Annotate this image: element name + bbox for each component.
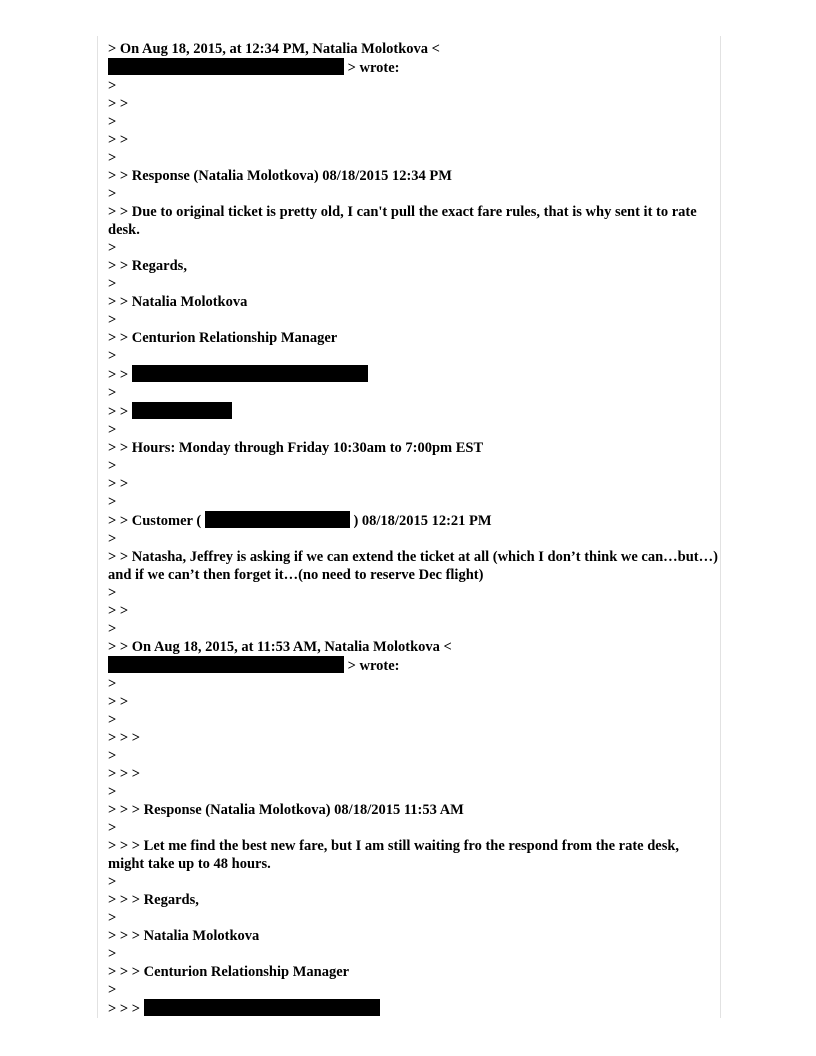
signature-name-1: > > Natalia Molotkova <box>108 294 248 310</box>
quote-line: > > <box>108 694 129 710</box>
redacted-line: > > > <box>108 999 718 1018</box>
redacted-contact <box>132 365 368 382</box>
quote-line: > <box>108 240 117 256</box>
customer-body: > > Natasha, Jeffrey is asking if we can extend the ticket at all (which I don’t think we can…but…) and if we can’t then forget it…(no need to reserve Dec flight) <box>108 549 718 583</box>
quote-line: > > <box>108 96 129 112</box>
quote-header-2: > > On Aug 18, 2015, at 11:53 AM, Natalia Molotkova < <box>108 639 452 655</box>
email-thread <box>108 40 718 1018</box>
quote-line: > > <box>108 603 129 619</box>
quote-line: > <box>108 186 117 202</box>
quote-line: > <box>108 114 117 130</box>
quote-line: > <box>108 531 117 547</box>
quote-line: > <box>108 946 117 962</box>
quote-line: > <box>108 874 117 890</box>
redacted-email <box>108 58 344 75</box>
response-header-2: > > > Response (Natalia Molotkova) 08/18/2015 11:53 AM <box>108 802 464 818</box>
signature-title-1: > > Centurion Relationship Manager <box>108 330 338 346</box>
response-body-2: > > > Let me find the best new fare, but I am still waiting fro the respond from the rate desk, might take up to 48 hours. <box>108 838 680 872</box>
quote-header-1-cont <box>108 58 718 77</box>
quote-line: > <box>108 712 117 728</box>
quote-line: > <box>108 820 117 836</box>
redacted-email <box>108 656 344 673</box>
response-header-1: > > Response (Natalia Molotkova) 08/18/2015 12:34 PM <box>108 168 452 184</box>
quote-line: > <box>108 494 117 510</box>
quote-line: > > <box>108 132 129 148</box>
quote-line: > > > <box>108 730 141 746</box>
quote-line: > <box>108 150 117 166</box>
quote-header-1: > On Aug 18, 2015, at 12:34 PM, Natalia Molotkova < <box>108 41 440 57</box>
response-body-1: > > Due to original ticket is pretty old, I can't pull the exact fare rules, that is why sent it to rate desk. <box>108 204 697 238</box>
quote-line: > <box>108 676 117 692</box>
quote-line: > <box>108 982 117 998</box>
quote-line: > <box>108 910 117 926</box>
quote-line: > > > <box>108 766 141 782</box>
quote-line: > <box>108 621 117 637</box>
quote-line: > > <box>108 476 129 492</box>
redacted-contact <box>144 999 380 1016</box>
quote-line: > <box>108 458 117 474</box>
regards-1: > > Regards, <box>108 258 187 274</box>
signature-name-2: > > > Natalia Molotkova <box>108 928 260 944</box>
quote-line: > <box>108 78 117 94</box>
wrote-text: > wrote: <box>344 60 400 76</box>
redacted-customer <box>205 511 350 528</box>
regards-2: > > > Regards, <box>108 892 199 908</box>
quote-line: > <box>108 784 117 800</box>
quote-line: > <box>108 422 117 438</box>
quote-line: > <box>108 385 117 401</box>
redacted-phone <box>132 402 232 419</box>
quote-line: > <box>108 585 117 601</box>
signature-title-2: > > > Centurion Relationship Manager <box>108 964 350 980</box>
quote-line: > <box>108 312 117 328</box>
hours-line: > > Hours: Monday through Friday 10:30am to 7:00pm EST <box>108 440 484 456</box>
customer-header: > > Customer ( ) 08/18/2015 12:21 PM <box>108 513 492 529</box>
quote-line: > <box>108 748 117 764</box>
quote-line: > <box>108 348 117 364</box>
quote-header-2-cont: > wrote: <box>108 656 718 675</box>
redacted-line: > > <box>108 402 718 421</box>
quote-line: > <box>108 276 117 292</box>
redacted-line: > > <box>108 365 718 384</box>
